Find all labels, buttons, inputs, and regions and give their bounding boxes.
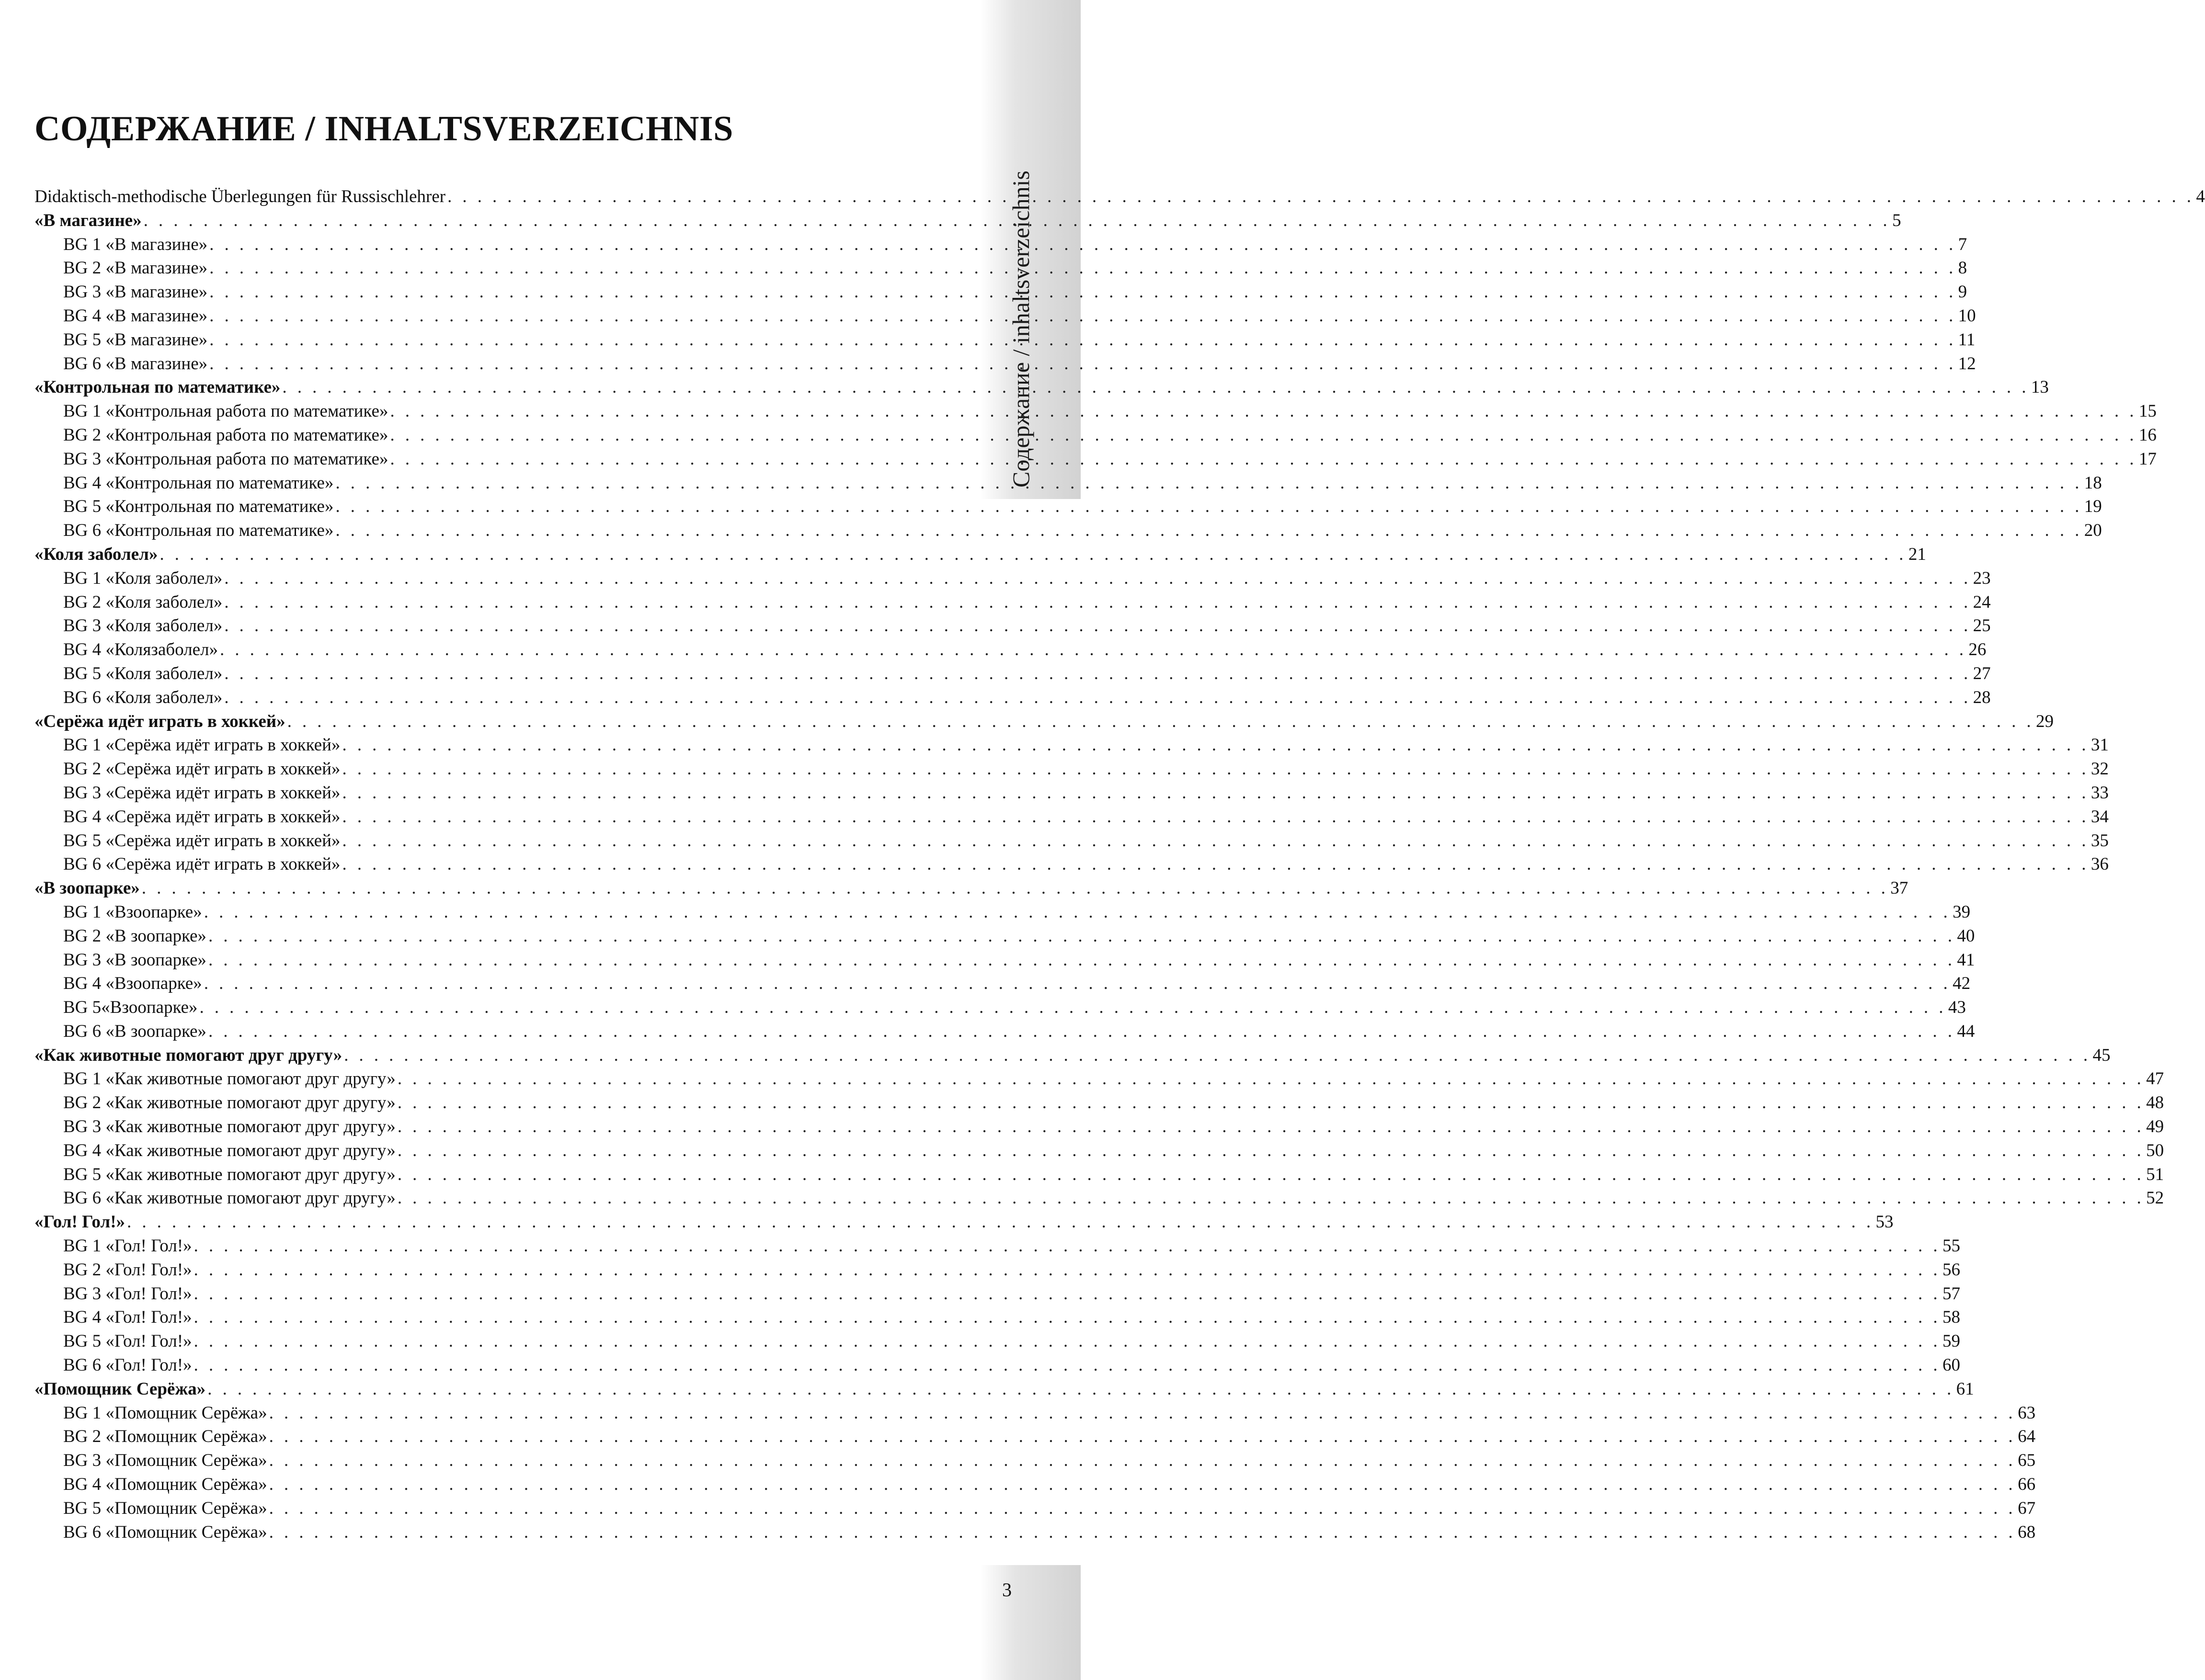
toc-subentry xyxy=(34,1186,2164,1210)
toc-subentry xyxy=(34,996,1966,1020)
toc-entry-label: Didaktisch-methodische Überlegungen für Russischlehrer xyxy=(34,187,446,206)
toc-page-number: 8 xyxy=(1958,258,1967,278)
toc-subentry xyxy=(34,233,1967,257)
toc-entry-label: «Серёжа идёт играть в хоккей» xyxy=(34,711,286,731)
toc-dot-leader: . . . . . . . . . . . . . . . . . . . . . . . . . . . . . . . . . . . . . . . . . . . . . . . . . . . . . . . . . . . . . . . . . . . . . . . . . . . . . . . . . . . . . . . . . . . . . . . . . . . . . . . . . . . . . . . . . . . . . xyxy=(390,425,2137,445)
toc-subentry xyxy=(34,1067,2164,1091)
toc-dot-leader: . . . . . . . . . . . . . . . . . . . . . . . . . . . . . . . . . . . . . . . . . . . . . . . . . . . . . . . . . . . . . . . . . . . . . . . . . . . . . . . . . . . . . . . . . . . . . . . . . . . . . . . . . . . . . . . . . . . . . xyxy=(194,1260,1941,1280)
toc-page-number: 40 xyxy=(1957,926,1975,946)
toc-page-number: 58 xyxy=(1942,1307,1960,1328)
toc-dot-leader: . . . . . . . . . . . . . . . . . . . . . . . . . . . . . . . . . . . . . . . . . . . . . . . . . . . . . . . . . . . . . . . . . . . . . . . . . . . . . . . . . . . . . . . . . . . . . . . . . . . . . . . . . . . . . . . . . . . . . xyxy=(269,1498,2016,1518)
toc-subentry xyxy=(34,590,1991,614)
toc-subentry xyxy=(34,1020,1975,1044)
toc-dot-leader: . . . . . . . . . . . . . . . . . . . . . . . . . . . . . . . . . . . . . . . . . . . . . . . . . . . . . . . . . . . . . . . . . . . . . . . . . . . . . . . . . . . . . . . . . . . . . . . . . . . . . . . . . . . . . . . . . . . . . xyxy=(342,830,2089,851)
toc-dot-leader: . . . . . . . . . . . . . . . . . . . . . . . . . . . . . . . . . . . . . . . . . . . . . . . . . . . . . . . . . . . . . . . . . . . . . . . . . . . . . . . . . . . . . . . . . . . . . . . . . . . . . . . . . . . . . . . . . . . . . xyxy=(224,663,1971,683)
toc-entry-label: BG 4 «Контрольная по математике» xyxy=(63,473,334,493)
toc-subentry xyxy=(34,948,1975,972)
toc-entry-label: BG 3 «В магазине» xyxy=(63,282,208,302)
toc-entry-label: BG 4 «Взоопарке» xyxy=(63,974,202,994)
toc-entry-label: BG 2 «Серёжа идёт играть в хоккей» xyxy=(63,759,341,779)
toc-page-number: 47 xyxy=(2146,1069,2164,1089)
toc-dot-leader: . . . . . . . . . . . . . . . . . . . . . . . . . . . . . . . . . . . . . . . . . . . . . . . . . . . . . . . . . . . . . . . . . . . . . . . . . . . . . . . . . . . . . . . . . . . . . . . . . . . . . . . . . . . . . . . . . . . . . xyxy=(397,1164,2145,1184)
toc-dot-leader: . . . . . . . . . . . . . . . . . . . . . . . . . . . . . . . . . . . . . . . . . . . . . . . . . . . . . . . . . . . . . . . . . . . . . . . . . . . . . . . . . . . . . . . . . . . . . . . . . . . . . . . . . . . . . . . . . . . . . xyxy=(209,282,1956,302)
toc-entry-label: «Коля заболел» xyxy=(34,544,158,564)
toc-page-number: 68 xyxy=(2018,1522,2036,1542)
toc-dot-leader: . . . . . . . . . . . . . . . . . . . . . . . . . . . . . . . . . . . . . . . . . . . . . . . . . . . . . . . . . . . . . . . . . . . . . . . . . . . . . . . . . . . . . . . . . . . . . . . . . . . . . . . . . . . . . . . . . . . . . xyxy=(335,497,2082,517)
toc-page-number: 4 xyxy=(2196,187,2205,206)
toc-entry-label: BG 4 «Как животные помогают друг другу» xyxy=(63,1140,396,1160)
toc-page-number: 53 xyxy=(1875,1212,1894,1232)
toc-subentry xyxy=(34,1521,2036,1544)
toc-page-number: 61 xyxy=(1956,1379,1974,1399)
toc-subentry xyxy=(34,829,2109,853)
toc-chapter-entry xyxy=(34,209,1901,233)
toc-page-number: 51 xyxy=(2146,1164,2164,1184)
toc-dot-leader: . . . . . . . . . . . . . . . . . . . . . . . . . . . . . . . . . . . . . . . . . . . . . . . . . . . . . . . . . . . . . . . . . . . . . . . . . . . . . . . . . . . . . . . . . . . . . . . . . . . . . . . . . . . . . . . . . . . . . xyxy=(209,329,1956,350)
toc-page-number: 66 xyxy=(2018,1475,2036,1495)
toc-page-number: 42 xyxy=(1953,974,1971,994)
toc-subentry xyxy=(34,972,1971,996)
toc-entry-label: BG 3 «Помощник Серёжа» xyxy=(63,1451,267,1471)
toc-page-number: 48 xyxy=(2146,1093,2164,1113)
toc-entry-label: BG 5 «Как животные помогают друг другу» xyxy=(63,1164,396,1184)
toc-entry-label: BG 3 «В зоопарке» xyxy=(63,950,206,970)
toc-dot-leader: . . . . . . . . . . . . . . . . . . . . . . . . . . . . . . . . . . . . . . . . . . . . . . . . . . . . . . . . . . . . . . . . . . . . . . . . . . . . . . . . . . . . . . . . . . . . . . . . . . . . . . . . . . . . . . . . . . . . . xyxy=(390,401,2137,421)
page-title: СОДЕРЖАНИЕ / INHALTSVERZEICHNIS xyxy=(34,109,733,148)
toc-entry-label: BG 3 «Контрольная работа по математике» xyxy=(63,449,388,469)
toc-subentry xyxy=(34,757,2109,781)
toc-dot-leader: . . . . . . . . . . . . . . . . . . . . . . . . . . . . . . . . . . . . . . . . . . . . . . . . . . . . . . . . . . . . . . . . . . . . . . . . . . . . . . . . . . . . . . . . . . . . . . . . . . . . . . . . . . . . . . . . . . . . . xyxy=(397,1140,2145,1160)
toc-intro-entry xyxy=(34,185,2205,209)
page-number-tab xyxy=(980,1565,1081,1680)
toc-dot-leader: . . . . . . . . . . . . . . . . . . . . . . . . . . . . . . . . . . . . . . . . . . . . . . . . . . . . . . . . . . . . . . . . . . . . . . . . . . . . . . . . . . . . . . . . . . . . . . . . . . . . . . . . . . . . . . . . . . . . . xyxy=(207,1379,1954,1399)
toc-dot-leader: . . . . . . . . . . . . . . . . . . . . . . . . . . . . . . . . . . . . . . . . . . . . . . . . . . . . . . . . . . . . . . . . . . . . . . . . . . . . . . . . . . . . . . . . . . . . . . . . . . . . . . . . . . . . . . . . . . . . . xyxy=(194,1331,1941,1351)
toc-dot-leader: . . . . . . . . . . . . . . . . . . . . . . . . . . . . . . . . . . . . . . . . . . . . . . . . . . . . . . . . . . . . . . . . . . . . . . . . . . . . . . . . . . . . . . . . . . . . . . . . . . . . . . . . . . . . . . . . . . . . . xyxy=(342,783,2089,803)
toc-entry-label: BG 5 «Серёжа идёт играть в хоккей» xyxy=(63,830,341,851)
toc-dot-leader: . . . . . . . . . . . . . . . . . . . . . . . . . . . . . . . . . . . . . . . . . . . . . . . . . . . . . . . . . . . . . . . . . . . . . . . . . . . . . . . . . . . . . . . . . . . . . . . . . . . . . . . . . . . . . . . . . . . . . xyxy=(269,1475,2016,1495)
toc-dot-leader: . . . . . . . . . . . . . . . . . . . . . . . . . . . . . . . . . . . . . . . . . . . . . . . . . . . . . . . . . . . . . . . . . . . . . . . . . . . . . . . . . . . . . . . . . . . . . . . . . . . . . . . . . . . . . . . . . . . . . xyxy=(219,640,1967,660)
toc-subentry xyxy=(34,1234,1960,1258)
toc-page-number: 49 xyxy=(2146,1117,2164,1137)
toc-subentry xyxy=(34,1329,1960,1353)
toc-entry-label: BG 6 «Гол! Гол!» xyxy=(63,1355,192,1375)
toc-dot-leader: . . . . . . . . . . . . . . . . . . . . . . . . . . . . . . . . . . . . . . . . . . . . . . . . . . . . . . . . . . . . . . . . . . . . . . . . . . . . . . . . . . . . . . . . . . . . . . . . . . . . . . . . . . . . . . . . . . . . . xyxy=(447,187,2194,206)
toc-subentry xyxy=(34,567,1991,590)
toc-dot-leader: . . . . . . . . . . . . . . . . . . . . . . . . . . . . . . . . . . . . . . . . . . . . . . . . . . . . . . . . . . . . . . . . . . . . . . . . . . . . . . . . . . . . . . . . . . . . . . . . . . . . . . . . . . . . . . . . . . . . . xyxy=(342,854,2089,874)
toc-page-number: 56 xyxy=(1942,1260,1960,1280)
toc-dot-leader: . . . . . . . . . . . . . . . . . . . . . . . . . . . . . . . . . . . . . . . . . . . . . . . . . . . . . . . . . . . . . . . . . . . . . . . . . . . . . . . . . . . . . . . . . . . . . . . . . . . . . . . . . . . . . . . . . . . . . xyxy=(224,592,1971,612)
toc-dot-leader: . . . . . . . . . . . . . . . . . . . . . . . . . . . . . . . . . . . . . . . . . . . . . . . . . . . . . . . . . . . . . . . . . . . . . . . . . . . . . . . . . . . . . . . . . . . . . . . . . . . . . . . . . . . . . . . . . . . . . xyxy=(208,950,1955,970)
toc-subentry xyxy=(34,399,2157,423)
toc-dot-leader: . . . . . . . . . . . . . . . . . . . . . . . . . . . . . . . . . . . . . . . . . . . . . . . . . . . . . . . . . . . . . . . . . . . . . . . . . . . . . . . . . . . . . . . . . . . . . . . . . . . . . . . . . . . . . . . . . . . . . xyxy=(224,568,1971,588)
toc-entry-label: «Гол! Гол!» xyxy=(34,1212,126,1232)
toc-page-number: 23 xyxy=(1973,568,1991,588)
toc-page-number: 10 xyxy=(1958,306,1976,326)
toc-dot-leader: . . . . . . . . . . . . . . . . . . . . . . . . . . . . . . . . . . . . . . . . . . . . . . . . . . . . . . . . . . . . . . . . . . . . . . . . . . . . . . . . . . . . . . . . . . . . . . . . . . . . . . . . . . . . . . . . . . . . . xyxy=(194,1307,1941,1328)
toc-page-number: 26 xyxy=(1968,640,1987,660)
side-tab-label: Содержание / inhaltsverzeichnis xyxy=(1007,170,1034,488)
toc-entry-label: BG 4 «Колязаболел» xyxy=(63,640,218,660)
toc-entry-label: BG 6 «В зоопарке» xyxy=(63,1021,206,1041)
toc-page-number: 20 xyxy=(2084,521,2102,541)
toc-dot-leader: . . . . . . . . . . . . . . . . . . . . . . . . . . . . . . . . . . . . . . . . . . . . . . . . . . . . . . . . . . . . . . . . . . . . . . . . . . . . . . . . . . . . . . . . . . . . . . . . . . . . . . . . . . . . . . . . . . . . . xyxy=(194,1355,1941,1375)
toc-dot-leader: . . . . . . . . . . . . . . . . . . . . . . . . . . . . . . . . . . . . . . . . . . . . . . . . . . . . . . . . . . . . . . . . . . . . . . . . . . . . . . . . . . . . . . . . . . . . . . . . . . . . . . . . . . . . . . . . . . . . . xyxy=(269,1427,2016,1447)
toc-subentry xyxy=(34,1139,2164,1163)
toc-dot-leader: . . . . . . . . . . . . . . . . . . . . . . . . . . . . . . . . . . . . . . . . . . . . . . . . . . . . . . . . . . . . . . . . . . . . . . . . . . . . . . . . . . . . . . . . . . . . . . . . . . . . . . . . . . . . . . . . . . . . . xyxy=(344,1045,2091,1065)
toc-dot-leader: . . . . . . . . . . . . . . . . . . . . . . . . . . . . . . . . . . . . . . . . . . . . . . . . . . . . . . . . . . . . . . . . . . . . . . . . . . . . . . . . . . . . . . . . . . . . . . . . . . . . . . . . . . . . . . . . . . . . . xyxy=(143,210,1891,230)
toc-dot-leader: . . . . . . . . . . . . . . . . . . . . . . . . . . . . . . . . . . . . . . . . . . . . . . . . . . . . . . . . . . . . . . . . . . . . . . . . . . . . . . . . . . . . . . . . . . . . . . . . . . . . . . . . . . . . . . . . . . . . . xyxy=(209,258,1956,278)
toc-dot-leader: . . . . . . . . . . . . . . . . . . . . . . . . . . . . . . . . . . . . . . . . . . . . . . . . . . . . . . . . . . . . . . . . . . . . . . . . . . . . . . . . . . . . . . . . . . . . . . . . . . . . . . . . . . . . . . . . . . . . . xyxy=(397,1069,2145,1089)
toc-subentry xyxy=(34,852,2109,876)
toc-subentry xyxy=(34,423,2157,447)
toc-entry-label: BG 5 «Гол! Гол!» xyxy=(63,1331,192,1351)
toc-dot-leader: . . . . . . . . . . . . . . . . . . . . . . . . . . . . . . . . . . . . . . . . . . . . . . . . . . . . . . . . . . . . . . . . . . . . . . . . . . . . . . . . . . . . . . . . . . . . . . . . . . . . . . . . . . . . . . . . . . . . . xyxy=(282,377,2029,397)
toc-dot-leader: . . . . . . . . . . . . . . . . . . . . . . . . . . . . . . . . . . . . . . . . . . . . . . . . . . . . . . . . . . . . . . . . . . . . . . . . . . . . . . . . . . . . . . . . . . . . . . . . . . . . . . . . . . . . . . . . . . . . . xyxy=(160,544,1907,564)
toc-dot-leader: . . . . . . . . . . . . . . . . . . . . . . . . . . . . . . . . . . . . . . . . . . . . . . . . . . . . . . . . . . . . . . . . . . . . . . . . . . . . . . . . . . . . . . . . . . . . . . . . . . . . . . . . . . . . . . . . . . . . . xyxy=(199,998,1946,1018)
toc-page-number: 16 xyxy=(2138,425,2157,445)
toc-entry-label: BG 5 «Помощник Серёжа» xyxy=(63,1498,267,1518)
toc-entry-label: BG 6 «Как животные помогают друг другу» xyxy=(63,1188,396,1208)
toc-dot-leader: . . . . . . . . . . . . . . . . . . . . . . . . . . . . . . . . . . . . . . . . . . . . . . . . . . . . . . . . . . . . . . . . . . . . . . . . . . . . . . . . . . . . . . . . . . . . . . . . . . . . . . . . . . . . . . . . . . . . . xyxy=(390,449,2137,469)
toc-chapter-entry xyxy=(34,1044,2111,1067)
toc-subentry xyxy=(34,1115,2164,1139)
toc-page-number: 13 xyxy=(2031,377,2049,397)
toc-entry-label: BG 6 «Контрольная по математике» xyxy=(63,521,334,541)
toc-dot-leader: . . . . . . . . . . . . . . . . . . . . . . . . . . . . . . . . . . . . . . . . . . . . . . . . . . . . . . . . . . . . . . . . . . . . . . . . . . . . . . . . . . . . . . . . . . . . . . . . . . . . . . . . . . . . . . . . . . . . . xyxy=(208,1021,1955,1041)
toc-entry-label: BG 1 «Гол! Гол!» xyxy=(63,1236,192,1256)
toc-subentry xyxy=(34,614,1991,638)
toc-entry-label: BG 2 «Коля заболел» xyxy=(63,592,223,612)
toc-dot-leader: . . . . . . . . . . . . . . . . . . . . . . . . . . . . . . . . . . . . . . . . . . . . . . . . . . . . . . . . . . . . . . . . . . . . . . . . . . . . . . . . . . . . . . . . . . . . . . . . . . . . . . . . . . . . . . . . . . . . . xyxy=(224,616,1971,636)
toc-page-number: 33 xyxy=(2091,783,2109,803)
toc-page-number: 21 xyxy=(1908,544,1926,564)
toc-page-number: 57 xyxy=(1942,1283,1960,1304)
toc-subentry xyxy=(34,1258,1960,1282)
toc-page-number: 64 xyxy=(2018,1427,2036,1447)
toc-page-number: 52 xyxy=(2146,1188,2164,1208)
toc-entry-label: BG 6 «В магазине» xyxy=(63,353,208,374)
toc-dot-leader: . . . . . . . . . . . . . . . . . . . . . . . . . . . . . . . . . . . . . . . . . . . . . . . . . . . . . . . . . . . . . . . . . . . . . . . . . . . . . . . . . . . . . . . . . . . . . . . . . . . . . . . . . . . . . . . . . . . . . xyxy=(335,473,2082,493)
toc-page-number: 9 xyxy=(1958,282,1967,302)
toc-entry-label: BG 2 «В зоопарке» xyxy=(63,926,206,946)
toc-entry-label: BG 3 «Коля заболел» xyxy=(63,616,223,636)
toc-page-number: 44 xyxy=(1957,1021,1975,1041)
toc-entry-label: BG 2 «Как животные помогают друг другу» xyxy=(63,1093,396,1113)
toc-entry-label: BG 2 «В магазине» xyxy=(63,258,208,278)
toc-entry-label: BG 2 «Контрольная работа по математике» xyxy=(63,425,388,445)
toc-entry-label: BG 4 «Серёжа идёт играть в хоккей» xyxy=(63,806,341,827)
toc-page-number: 65 xyxy=(2018,1451,2036,1471)
toc-subentry xyxy=(34,495,2102,519)
toc-dot-leader: . . . . . . . . . . . . . . . . . . . . . . . . . . . . . . . . . . . . . . . . . . . . . . . . . . . . . . . . . . . . . . . . . . . . . . . . . . . . . . . . . . . . . . . . . . . . . . . . . . . . . . . . . . . . . . . . . . . . . xyxy=(287,711,2034,731)
toc-entry-label: BG 5«Взоопарке» xyxy=(63,998,198,1018)
toc-entry-label: «В зоопарке» xyxy=(34,878,140,898)
toc-page-number: 34 xyxy=(2091,806,2109,827)
toc-entry-label: BG 3 «Гол! Гол!» xyxy=(63,1283,192,1304)
toc-subentry xyxy=(34,280,1967,304)
toc-page-number: 25 xyxy=(1973,616,1991,636)
toc-page-number: 28 xyxy=(1973,687,1991,707)
toc-page-number: 5 xyxy=(1892,210,1901,230)
toc-subentry xyxy=(34,304,1976,328)
toc-entry-label: BG 2 «Гол! Гол!» xyxy=(63,1260,192,1280)
toc-subentry xyxy=(34,805,2109,829)
toc-dot-leader: . . . . . . . . . . . . . . . . . . . . . . . . . . . . . . . . . . . . . . . . . . . . . . . . . . . . . . . . . . . . . . . . . . . . . . . . . . . . . . . . . . . . . . . . . . . . . . . . . . . . . . . . . . . . . . . . . . . . . xyxy=(397,1188,2145,1208)
toc-entry-label: BG 6 «Коля заболел» xyxy=(63,687,223,707)
toc-page-number: 43 xyxy=(1948,998,1966,1018)
toc-entry-label: BG 1 «Как животные помогают друг другу» xyxy=(63,1069,396,1089)
toc-page-number: 31 xyxy=(2091,735,2109,755)
toc-entry-label: BG 6 «Серёжа идёт играть в хоккей» xyxy=(63,854,341,874)
toc-dot-leader: . . . . . . . . . . . . . . . . . . . . . . . . . . . . . . . . . . . . . . . . . . . . . . . . . . . . . . . . . . . . . . . . . . . . . . . . . . . . . . . . . . . . . . . . . . . . . . . . . . . . . . . . . . . . . . . . . . . . . xyxy=(269,1451,2016,1471)
toc-subentry xyxy=(34,1449,2036,1473)
toc-dot-leader: . . . . . . . . . . . . . . . . . . . . . . . . . . . . . . . . . . . . . . . . . . . . . . . . . . . . . . . . . . . . . . . . . . . . . . . . . . . . . . . . . . . . . . . . . . . . . . . . . . . . . . . . . . . . . . . . . . . . . xyxy=(204,902,1951,922)
toc-entry-label: BG 3 «Серёжа идёт играть в хоккей» xyxy=(63,783,341,803)
page-number: 3 xyxy=(1002,1579,1012,1601)
toc-entry-label: «Как животные помогают друг другу» xyxy=(34,1045,343,1065)
toc-page-number: 32 xyxy=(2091,759,2109,779)
toc-entry-label: BG 4 «В магазине» xyxy=(63,306,208,326)
toc-page-number: 67 xyxy=(2018,1498,2036,1518)
toc-page-number: 39 xyxy=(1953,902,1971,922)
toc-page-number: 7 xyxy=(1958,234,1967,254)
toc-dot-leader: . . . . . . . . . . . . . . . . . . . . . . . . . . . . . . . . . . . . . . . . . . . . . . . . . . . . . . . . . . . . . . . . . . . . . . . . . . . . . . . . . . . . . . . . . . . . . . . . . . . . . . . . . . . . . . . . . . . . . xyxy=(342,735,2089,755)
toc-page-number: 18 xyxy=(2084,473,2102,493)
toc-subentry xyxy=(34,1425,2036,1449)
toc-entry-label: «Контрольная по математике» xyxy=(34,377,281,397)
toc-dot-leader: . . . . . . . . . . . . . . . . . . . . . . . . . . . . . . . . . . . . . . . . . . . . . . . . . . . . . . . . . . . . . . . . . . . . . . . . . . . . . . . . . . . . . . . . . . . . . . . . . . . . . . . . . . . . . . . . . . . . . xyxy=(209,306,1956,326)
toc-dot-leader: . . . . . . . . . . . . . . . . . . . . . . . . . . . . . . . . . . . . . . . . . . . . . . . . . . . . . . . . . . . . . . . . . . . . . . . . . . . . . . . . . . . . . . . . . . . . . . . . . . . . . . . . . . . . . . . . . . . . . xyxy=(194,1283,1941,1304)
toc-page-number: 27 xyxy=(1973,663,1991,683)
toc-chapter-entry xyxy=(34,876,1908,900)
toc-entry-label: BG 1 «Серёжа идёт играть в хоккей» xyxy=(63,735,341,755)
toc-page-number: 41 xyxy=(1957,950,1975,970)
toc-dot-leader: . . . . . . . . . . . . . . . . . . . . . . . . . . . . . . . . . . . . . . . . . . . . . . . . . . . . . . . . . . . . . . . . . . . . . . . . . . . . . . . . . . . . . . . . . . . . . . . . . . . . . . . . . . . . . . . . . . . . . xyxy=(269,1403,2016,1423)
toc-dot-leader: . . . . . . . . . . . . . . . . . . . . . . . . . . . . . . . . . . . . . . . . . . . . . . . . . . . . . . . . . . . . . . . . . . . . . . . . . . . . . . . . . . . . . . . . . . . . . . . . . . . . . . . . . . . . . . . . . . . . . xyxy=(397,1093,2145,1113)
toc-subentry xyxy=(34,1305,1960,1329)
toc-page-number: 63 xyxy=(2018,1403,2036,1423)
toc-page-number: 59 xyxy=(1942,1331,1960,1351)
toc-dot-leader: . . . . . . . . . . . . . . . . . . . . . . . . . . . . . . . . . . . . . . . . . . . . . . . . . . . . . . . . . . . . . . . . . . . . . . . . . . . . . . . . . . . . . . . . . . . . . . . . . . . . . . . . . . . . . . . . . . . . . xyxy=(204,974,1951,994)
toc-subentry xyxy=(34,1163,2164,1187)
toc-subentry xyxy=(34,662,1991,686)
toc-chapter-entry xyxy=(34,1210,1894,1234)
toc-entry-label: BG 1 «В магазине» xyxy=(63,234,208,254)
toc-dot-leader: . . . . . . . . . . . . . . . . . . . . . . . . . . . . . . . . . . . . . . . . . . . . . . . . . . . . . . . . . . . . . . . . . . . . . . . . . . . . . . . . . . . . . . . . . . . . . . . . . . . . . . . . . . . . . . . . . . . . . xyxy=(269,1522,2016,1542)
toc-dot-leader: . . . . . . . . . . . . . . . . . . . . . . . . . . . . . . . . . . . . . . . . . . . . . . . . . . . . . . . . . . . . . . . . . . . . . . . . . . . . . . . . . . . . . . . . . . . . . . . . . . . . . . . . . . . . . . . . . . . . . xyxy=(342,759,2089,779)
toc-dot-leader: . . . . . . . . . . . . . . . . . . . . . . . . . . . . . . . . . . . . . . . . . . . . . . . . . . . . . . . . . . . . . . . . . . . . . . . . . . . . . . . . . . . . . . . . . . . . . . . . . . . . . . . . . . . . . . . . . . . . . xyxy=(127,1212,1874,1232)
toc-entry-label: BG 1 «Контрольная работа по математике» xyxy=(63,401,388,421)
toc-subentry xyxy=(34,1401,2036,1425)
toc-dot-leader: . . . . . . . . . . . . . . . . . . . . . . . . . . . . . . . . . . . . . . . . . . . . . . . . . . . . . . . . . . . . . . . . . . . . . . . . . . . . . . . . . . . . . . . . . . . . . . . . . . . . . . . . . . . . . . . . . . . . . xyxy=(224,687,1971,707)
toc-subentry xyxy=(34,519,2102,543)
toc-entry-label: BG 5 «Контрольная по математике» xyxy=(63,497,334,517)
toc-entry-label: «В магазине» xyxy=(34,210,142,230)
toc-chapter-entry xyxy=(34,1377,1974,1401)
toc-page-number: 37 xyxy=(1890,878,1908,898)
toc-subentry xyxy=(34,1091,2164,1115)
toc-entry-label: BG 3 «Как животные помогают друг другу» xyxy=(63,1117,396,1137)
toc-chapter-entry xyxy=(34,375,2049,399)
toc-dot-leader: . . . . . . . . . . . . . . . . . . . . . . . . . . . . . . . . . . . . . . . . . . . . . . . . . . . . . . . . . . . . . . . . . . . . . . . . . . . . . . . . . . . . . . . . . . . . . . . . . . . . . . . . . . . . . . . . . . . . . xyxy=(397,1117,2145,1137)
toc-subentry xyxy=(34,638,1987,662)
toc-page-number: 50 xyxy=(2146,1140,2164,1160)
toc-subentry xyxy=(34,924,1975,948)
toc-entry-label: BG 5 «Коля заболел» xyxy=(63,663,223,683)
toc-subentry xyxy=(34,1473,2036,1497)
toc-page-number: 15 xyxy=(2138,401,2157,421)
toc-page-number: 11 xyxy=(1958,329,1976,350)
toc-entry-label: BG 4 «Помощник Серёжа» xyxy=(63,1475,267,1495)
toc-entry-label: BG 5 «В магазине» xyxy=(63,329,208,350)
toc-dot-leader: . . . . . . . . . . . . . . . . . . . . . . . . . . . . . . . . . . . . . . . . . . . . . . . . . . . . . . . . . . . . . . . . . . . . . . . . . . . . . . . . . . . . . . . . . . . . . . . . . . . . . . . . . . . . . . . . . . . . . xyxy=(208,926,1955,946)
toc-page-number: 36 xyxy=(2091,854,2109,874)
toc-page-number: 19 xyxy=(2084,497,2102,517)
toc-subentry xyxy=(34,900,1971,924)
toc-subentry xyxy=(34,471,2102,495)
toc-subentry xyxy=(34,686,1991,710)
toc-subentry xyxy=(34,1353,1960,1377)
toc-page-number: 55 xyxy=(1942,1236,1960,1256)
toc-subentry xyxy=(34,1497,2036,1521)
toc-page-number: 17 xyxy=(2138,449,2157,469)
toc-page-number: 60 xyxy=(1942,1355,1960,1375)
toc-dot-leader: . . . . . . . . . . . . . . . . . . . . . . . . . . . . . . . . . . . . . . . . . . . . . . . . . . . . . . . . . . . . . . . . . . . . . . . . . . . . . . . . . . . . . . . . . . . . . . . . . . . . . . . . . . . . . . . . . . . . . xyxy=(209,234,1956,254)
toc-entry-label: BG 1 «Коля заболел» xyxy=(63,568,223,588)
toc-chapter-entry xyxy=(34,710,2054,734)
toc-page-number: 29 xyxy=(2036,711,2054,731)
toc-entry-label: BG 1 «Взоопарке» xyxy=(63,902,202,922)
toc-subentry xyxy=(34,256,1967,280)
toc-dot-leader: . . . . . . . . . . . . . . . . . . . . . . . . . . . . . . . . . . . . . . . . . . . . . . . . . . . . . . . . . . . . . . . . . . . . . . . . . . . . . . . . . . . . . . . . . . . . . . . . . . . . . . . . . . . . . . . . . . . . . xyxy=(342,806,2089,827)
toc-entry-label: BG 1 «Помощник Серёжа» xyxy=(63,1403,267,1423)
toc-subentry xyxy=(34,352,1976,376)
toc-entry-label: BG 6 «Помощник Серёжа» xyxy=(63,1522,267,1542)
toc-subentry xyxy=(34,781,2109,805)
toc-subentry xyxy=(34,733,2109,757)
toc-dot-leader: . . . . . . . . . . . . . . . . . . . . . . . . . . . . . . . . . . . . . . . . . . . . . . . . . . . . . . . . . . . . . . . . . . . . . . . . . . . . . . . . . . . . . . . . . . . . . . . . . . . . . . . . . . . . . . . . . . . . . xyxy=(194,1236,1941,1256)
toc-dot-leader: . . . . . . . . . . . . . . . . . . . . . . . . . . . . . . . . . . . . . . . . . . . . . . . . . . . . . . . . . . . . . . . . . . . . . . . . . . . . . . . . . . . . . . . . . . . . . . . . . . . . . . . . . . . . . . . . . . . . . xyxy=(209,353,1956,374)
toc-chapter-entry xyxy=(34,543,1926,567)
toc-page-number: 35 xyxy=(2091,830,2109,851)
toc-page-number: 24 xyxy=(1973,592,1991,612)
toc-entry-label: BG 2 «Помощник Серёжа» xyxy=(63,1427,267,1447)
toc-page-number: 12 xyxy=(1958,353,1976,374)
toc-dot-leader: . . . . . . . . . . . . . . . . . . . . . . . . . . . . . . . . . . . . . . . . . . . . . . . . . . . . . . . . . . . . . . . . . . . . . . . . . . . . . . . . . . . . . . . . . . . . . . . . . . . . . . . . . . . . . . . . . . . . . xyxy=(141,878,1889,898)
toc-entry-label: BG 4 «Гол! Гол!» xyxy=(63,1307,192,1328)
toc-subentry xyxy=(34,1282,1960,1306)
toc-subentry xyxy=(34,328,1976,352)
toc-page-number: 45 xyxy=(2092,1045,2111,1065)
toc-dot-leader: . . . . . . . . . . . . . . . . . . . . . . . . . . . . . . . . . . . . . . . . . . . . . . . . . . . . . . . . . . . . . . . . . . . . . . . . . . . . . . . . . . . . . . . . . . . . . . . . . . . . . . . . . . . . . . . . . . . . . xyxy=(335,521,2082,541)
toc-entry-label: «Помощник Серёжа» xyxy=(34,1379,206,1399)
toc-subentry xyxy=(34,447,2157,471)
